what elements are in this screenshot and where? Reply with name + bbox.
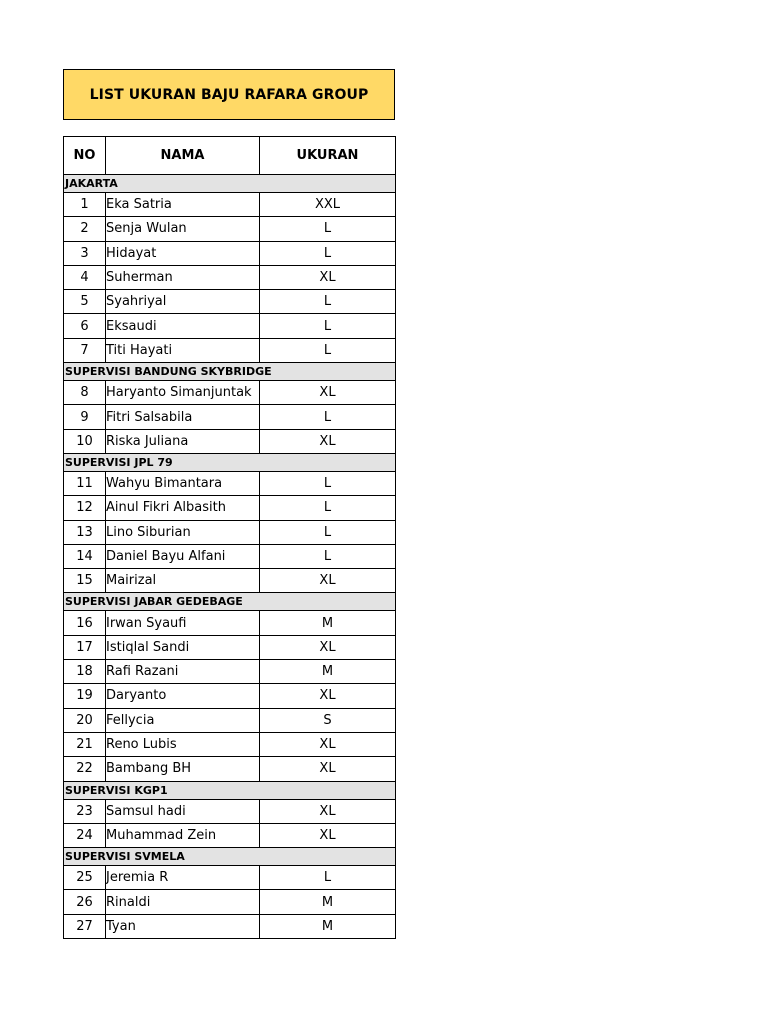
- row-number: 16: [64, 611, 106, 635]
- row-number: 4: [64, 265, 106, 289]
- row-size: XL: [260, 684, 396, 708]
- table-header: [64, 137, 396, 175]
- group-header-label: SUPERVISI JABAR GEDEBAGE: [64, 593, 396, 611]
- row-size: XL: [260, 732, 396, 756]
- group-header-label: SUPERVISI KGP1: [64, 781, 396, 799]
- table-row: [64, 520, 396, 544]
- row-name: Reno Lubis: [106, 732, 260, 756]
- row-name: Hidayat: [106, 241, 260, 265]
- row-number: 5: [64, 290, 106, 314]
- row-size: XL: [260, 635, 396, 659]
- table-row: [64, 290, 396, 314]
- row-size: L: [260, 496, 396, 520]
- table-row: [64, 569, 396, 593]
- table-row: [64, 265, 396, 289]
- row-number: 8: [64, 381, 106, 405]
- row-name: Eka Satria: [106, 193, 260, 217]
- row-name: Daryanto: [106, 684, 260, 708]
- row-name: Jeremia R: [106, 866, 260, 890]
- row-size: M: [260, 914, 396, 938]
- row-number: 14: [64, 544, 106, 568]
- row-name: Titi Hayati: [106, 338, 260, 362]
- row-name: Irwan Syaufi: [106, 611, 260, 635]
- row-size: XXL: [260, 193, 396, 217]
- row-size: L: [260, 471, 396, 495]
- table-row: [64, 732, 396, 756]
- sheet-title: LIST UKURAN BAJU RAFARA GROUP: [63, 69, 395, 120]
- table-row: [64, 381, 396, 405]
- row-name: Lino Siburian: [106, 520, 260, 544]
- row-number: 21: [64, 732, 106, 756]
- row-number: 23: [64, 799, 106, 823]
- table-row: [64, 890, 396, 914]
- row-size: XL: [260, 429, 396, 453]
- row-name: Muhammad Zein: [106, 823, 260, 847]
- row-number: 18: [64, 660, 106, 684]
- row-number: 3: [64, 241, 106, 265]
- row-size: S: [260, 708, 396, 732]
- row-size: L: [260, 217, 396, 241]
- row-name: Ainul Fikri Albasith: [106, 496, 260, 520]
- row-size: M: [260, 611, 396, 635]
- row-name: Mairizal: [106, 569, 260, 593]
- row-name: Wahyu Bimantara: [106, 471, 260, 495]
- group-header-row: [64, 781, 396, 799]
- table-row: [64, 660, 396, 684]
- row-size: M: [260, 890, 396, 914]
- row-size: L: [260, 314, 396, 338]
- table-body: [64, 175, 396, 939]
- row-size: XL: [260, 757, 396, 781]
- row-number: 13: [64, 520, 106, 544]
- table-row: [64, 241, 396, 265]
- row-number: 15: [64, 569, 106, 593]
- row-number: 9: [64, 405, 106, 429]
- column-header-ukuran: UKURAN: [260, 137, 396, 175]
- table-row: [64, 914, 396, 938]
- column-header-nama: NAMA: [106, 137, 260, 175]
- table-row: [64, 314, 396, 338]
- row-number: 6: [64, 314, 106, 338]
- row-size: L: [260, 241, 396, 265]
- row-number: 7: [64, 338, 106, 362]
- row-name: Haryanto Simanjuntak: [106, 381, 260, 405]
- table-row: [64, 405, 396, 429]
- row-size: XL: [260, 381, 396, 405]
- row-size: XL: [260, 265, 396, 289]
- row-name: Suherman: [106, 265, 260, 289]
- table-row: [64, 799, 396, 823]
- table-row: [64, 193, 396, 217]
- table-row: [64, 471, 396, 495]
- group-header-row: [64, 848, 396, 866]
- group-header-row: [64, 363, 396, 381]
- table-row: [64, 635, 396, 659]
- row-name: Bambang BH: [106, 757, 260, 781]
- row-number: 1: [64, 193, 106, 217]
- table-row: [64, 338, 396, 362]
- row-number: 2: [64, 217, 106, 241]
- group-header-label: SUPERVISI JPL 79: [64, 453, 396, 471]
- table-row: [64, 684, 396, 708]
- row-number: 22: [64, 757, 106, 781]
- header-row: [64, 137, 396, 175]
- group-header-row: [64, 175, 396, 193]
- table-row: [64, 429, 396, 453]
- row-number: 17: [64, 635, 106, 659]
- row-size: L: [260, 520, 396, 544]
- row-name: Fellycia: [106, 708, 260, 732]
- row-size: L: [260, 338, 396, 362]
- size-list-table: [63, 136, 396, 939]
- row-name: Fitri Salsabila: [106, 405, 260, 429]
- table-row: [64, 757, 396, 781]
- row-size: XL: [260, 569, 396, 593]
- row-number: 19: [64, 684, 106, 708]
- table-row: [64, 866, 396, 890]
- group-header-row: [64, 453, 396, 471]
- column-header-no: NO: [64, 137, 106, 175]
- row-number: 10: [64, 429, 106, 453]
- row-name: Daniel Bayu Alfani: [106, 544, 260, 568]
- row-number: 24: [64, 823, 106, 847]
- row-size: M: [260, 660, 396, 684]
- row-name: Rafi Razani: [106, 660, 260, 684]
- table-row: [64, 544, 396, 568]
- row-size: XL: [260, 823, 396, 847]
- row-number: 20: [64, 708, 106, 732]
- table-row: [64, 217, 396, 241]
- row-number: 27: [64, 914, 106, 938]
- row-name: Riska Juliana: [106, 429, 260, 453]
- table-row: [64, 823, 396, 847]
- row-size: L: [260, 405, 396, 429]
- group-header-label: SUPERVISI BANDUNG SKYBRIDGE: [64, 363, 396, 381]
- row-name: Tyan: [106, 914, 260, 938]
- table-row: [64, 708, 396, 732]
- group-header-label: JAKARTA: [64, 175, 396, 193]
- row-size: XL: [260, 799, 396, 823]
- table-row: [64, 611, 396, 635]
- row-number: 11: [64, 471, 106, 495]
- row-name: Istiqlal Sandi: [106, 635, 260, 659]
- row-size: L: [260, 290, 396, 314]
- row-name: Syahriyal: [106, 290, 260, 314]
- row-number: 25: [64, 866, 106, 890]
- row-name: Senja Wulan: [106, 217, 260, 241]
- group-header-label: SUPERVISI SVMELA: [64, 848, 396, 866]
- row-number: 26: [64, 890, 106, 914]
- row-name: Rinaldi: [106, 890, 260, 914]
- row-name: Eksaudi: [106, 314, 260, 338]
- group-header-row: [64, 593, 396, 611]
- row-size: L: [260, 544, 396, 568]
- table-row: [64, 496, 396, 520]
- row-name: Samsul hadi: [106, 799, 260, 823]
- row-size: L: [260, 866, 396, 890]
- row-number: 12: [64, 496, 106, 520]
